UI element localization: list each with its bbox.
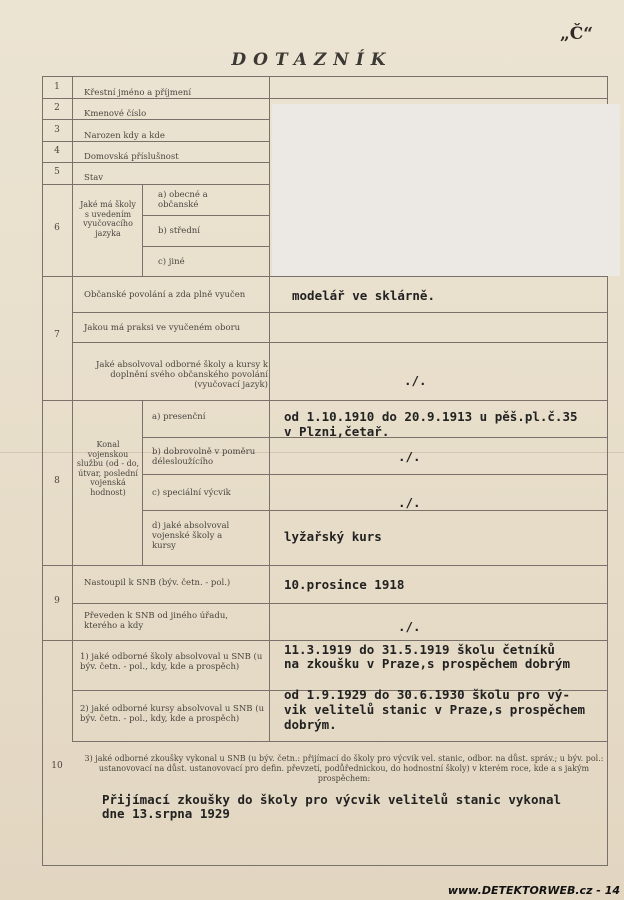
value-transferred: ./. <box>398 619 421 634</box>
value-service-a1: od 1.10.1910 do 20.9.1913 u pěš.pl.č.35 <box>284 409 578 424</box>
row-divider <box>42 276 608 277</box>
value-joined-snb: 10.prosince 1918 <box>284 577 405 592</box>
value-snb-schools-1: 11.3.1919 do 31.5.1919 školu četníků <box>284 642 555 657</box>
row-divider <box>42 565 608 566</box>
row-divider <box>72 603 608 604</box>
row-number: 6 <box>54 223 60 233</box>
row-number: 7 <box>54 330 60 340</box>
label-school-a: a) obecné a občanské <box>158 190 208 210</box>
row-divider <box>72 312 608 313</box>
label-service-d: d) jaké absolvoval vojenské školy a kursy <box>152 521 230 551</box>
value-snb-exams-2: dne 13.srpna 1929 <box>102 806 230 821</box>
value-courses: ./. <box>404 373 427 388</box>
value-snb-schools-2: na zkoušku v Praze,s prospěchem dobrým <box>284 656 570 671</box>
subcolumn-divider <box>142 184 143 276</box>
row-divider <box>42 184 270 185</box>
row-divider <box>42 119 270 120</box>
form-mark: „Č“ <box>560 24 594 44</box>
row-divider <box>142 215 270 216</box>
row-divider <box>42 141 270 142</box>
row-divider <box>72 342 608 343</box>
label-service-c: c) speciální výcvik <box>152 488 231 498</box>
redacted-area <box>272 104 620 276</box>
value-service-a2: v Plzni,četař. <box>284 424 390 439</box>
row-divider <box>42 162 270 163</box>
row-divider <box>42 98 608 99</box>
label-name: Křestní jméno a příjmení <box>84 88 192 98</box>
label-occupation: Občanské povolání a zda plně vyučen <box>84 290 246 300</box>
row-number: 2 <box>54 103 60 113</box>
number-column-divider <box>72 76 73 742</box>
value-snb-courses-1: od 1.9.1929 do 30.6.1930 školu pro vý- <box>284 687 570 702</box>
row-number: 5 <box>54 167 60 177</box>
answer-column-divider <box>269 76 270 742</box>
label-schools: Jaké má školy s uvedením vyučovacího jazyka <box>80 200 136 238</box>
label-service-b: b) dobrovolně v poměru délesloužícího <box>152 447 256 467</box>
row-number: 3 <box>54 125 60 135</box>
label-military-service: Konal vojenskou službu (od - do, útvar, poslední vojenská hodnost) <box>76 440 140 497</box>
row-number: 4 <box>54 146 60 156</box>
watermark: www.DETEKTORWEB.cz - 14 <box>447 884 620 897</box>
label-status: Stav <box>84 173 104 183</box>
label-service-a: a) presenční <box>152 412 206 422</box>
row-divider <box>142 510 608 511</box>
value-service-c: ./. <box>398 495 421 510</box>
value-snb-exams <box>102 793 612 821</box>
form-title: DOTAZNÍK <box>231 50 393 70</box>
label-courses: Jaké absolvoval odborné školy a kursy k doplnění svého občanského povolání (vyučovací jazyk) <box>96 360 268 390</box>
label-transferred: Převeden k SNB od jiného úřadu, kterého a kdy <box>84 611 228 631</box>
label-snb-exams: 3) jaké odborné zkoušky vykonal u SNB (u býv. četn.: přijímací do školy pro výcvik vel. stanic, odbor. na důst. správ.; u býv. pol.: ustanovovací na důst. ustanovovací pro defin. převzetí, podůřednickou, do hodnostní školy) v kterém roce, kde a s jakým prospěchem: <box>84 754 604 783</box>
value-snb-exams-1: Přijímací zkoušky do školy pro výcvik velitelů stanic vykonal <box>102 792 562 807</box>
row-divider <box>42 400 608 401</box>
row-divider <box>142 474 608 475</box>
value-snb-courses-2: vik velitelů stanic v Praze,s prospěchem <box>284 702 586 717</box>
row-divider <box>72 741 608 742</box>
row-number: 9 <box>54 596 60 606</box>
value-occupation: modelář ve sklárně. <box>292 288 435 303</box>
label-snb-courses: 2) jaké odborné kursy absolvoval u SNB (u býv. četn. - pol., kdy, kde a prospěch) <box>80 704 265 724</box>
subcolumn-divider <box>142 400 143 565</box>
row-divider <box>42 640 608 641</box>
row-number: 1 <box>54 82 60 92</box>
label-born: Narozen kdy a kde <box>84 131 165 141</box>
label-service-number: Kmenové číslo <box>84 109 147 119</box>
row-number: 8 <box>54 476 60 486</box>
value-snb-courses-3: dobrým. <box>284 717 337 732</box>
label-joined-snb: Nastoupil k SNB (býv. četn. - pol.) <box>84 578 231 588</box>
frame-top <box>42 76 608 77</box>
label-snb-schools: 1) jaké odborné školy absolvoval u SNB (u býv. četn. - pol., kdy, kde a prospěch) <box>80 652 263 672</box>
label-practice: Jakou má praksi ve vyučeném oboru <box>84 323 241 333</box>
value-service-b: ./. <box>398 449 421 464</box>
frame-left <box>42 76 43 866</box>
value-service-d: lyžařský kurs <box>284 529 382 544</box>
frame-bottom <box>42 865 608 866</box>
label-domicile: Domovská příslušnost <box>84 152 179 162</box>
row-number: 10 <box>51 761 63 771</box>
label-school-c: c) jiné <box>158 257 185 267</box>
row-divider <box>142 246 270 247</box>
label-school-b: b) střední <box>158 226 200 236</box>
